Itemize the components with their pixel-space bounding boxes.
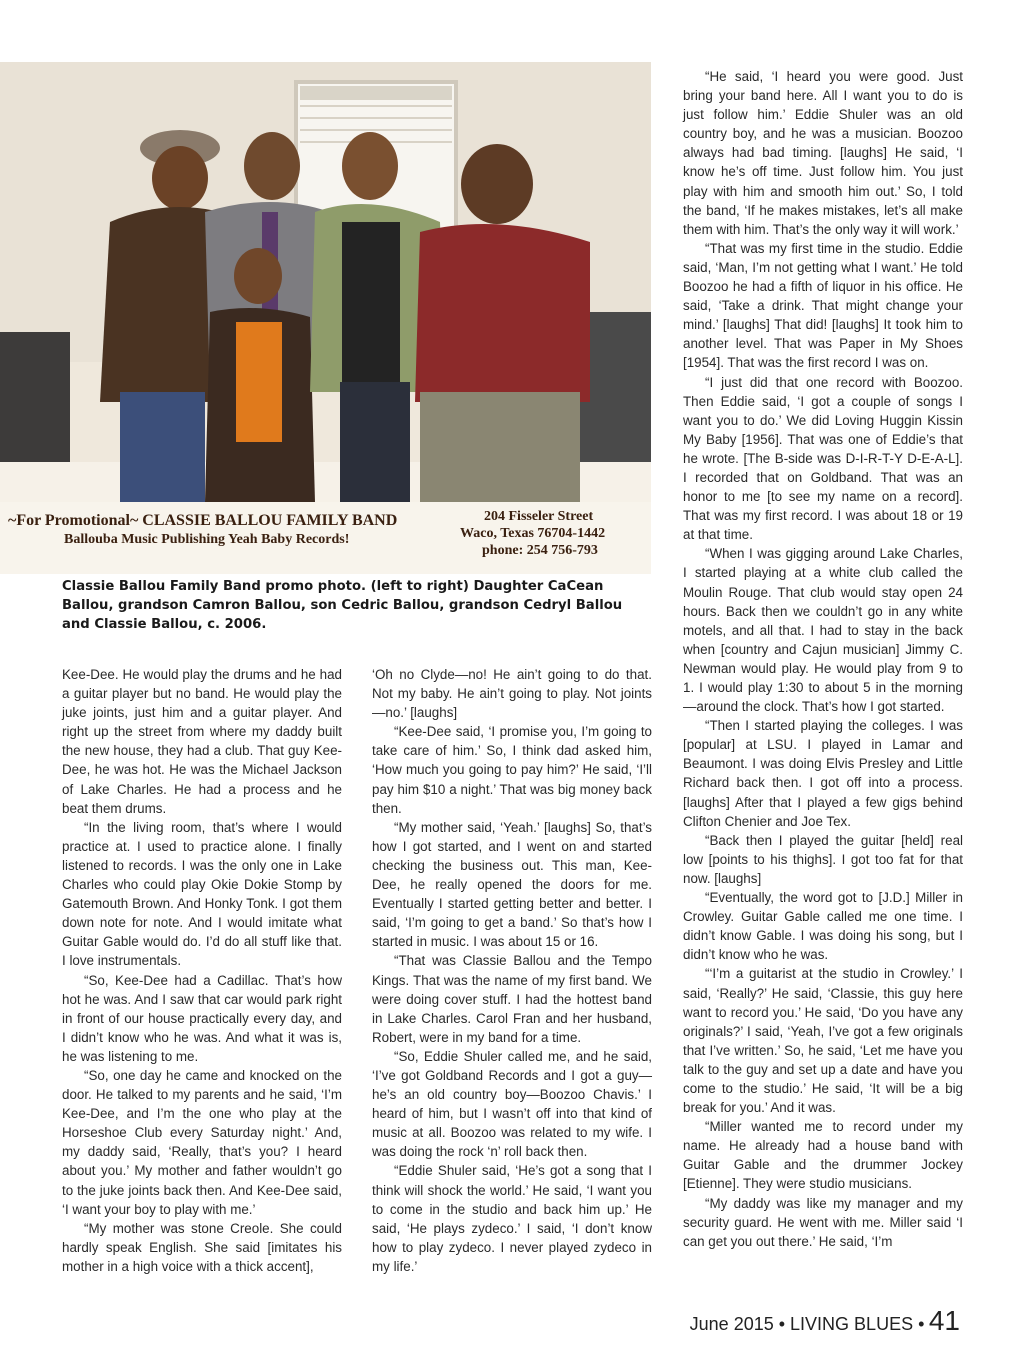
photo-caption: Classie Ballou Family Band promo photo. (left to right) Daughter CaCean Ballou, grandson Camron Ballou, son Cedric Ballou, grandson Cedryl Ballou and Classie Ballou, c. 2006. — [62, 579, 623, 632]
paragraph: “So, one day he came and knocked on the door. He talked to my parents and he said, ‘I’m Kee-Dee, and I’m the one who play at the Horseshoe Club every Saturday night.’ And, my daddy said, ‘Really, that’s you? I heard about you.’ My mother and father wouldn’t go to the juke joints back then. And Kee-Dee said, ‘I want your boy to play with me.’ — [62, 1067, 342, 1217]
promo-publishing: Ballouba Music Publishing Yeah Baby Records! — [64, 532, 350, 547]
address-phone: phone: 254 756-793 — [482, 543, 598, 558]
paragraph: “Eventually, the word got to [J.D.] Miller in Crowley. Guitar Gable called me one time. I didn’t know Gable. I was doing his song, but I didn’t know who he was. — [683, 890, 963, 963]
band-photo-illustration — [0, 62, 651, 574]
article-column-3 — [683, 67, 963, 1251]
paragraph: “Miller wanted me to record under my name. He already had a house band with Guitar Gable and the drummer Jockey [Etienne]. They were studio musicians. — [683, 1119, 963, 1192]
issue-label: June 2015 • LIVING BLUES • — [689, 1314, 925, 1334]
paragraph: “In the living room, that’s where I would practice at. I used to practice alone. I finally listened to records. I was the only one in Lake Charles who could play Okie Dokie Stomp by Gatemouth Brown. And Honky Tonk. I got them down note for note. And I would imitate what Guitar Gable would do. I’d do all stuff like that. I love instrumentals. — [62, 819, 342, 969]
paragraph: “He said, ‘I heard you were good. Just bring your band here. All I want you to do is just follow him.’ Eddie Shuler was an old country boy, and he was a musician. Boozoo always had bad timing. [laughs] He said, ‘I know he’s off time. Just follow him. You just play with him and smooth him out.’ So, I told the band, ‘If he makes mistakes, let’s all make them with him. That’s the only way it will work.’ — [683, 69, 963, 237]
promo-address — [460, 508, 650, 559]
address-city: Waco, Texas 76704-1442 — [460, 526, 606, 541]
paragraph: “My mother was stone Creole. She could hardly speak English. She said [imitates his mother in a high voice with a thick accent], — [62, 1220, 342, 1274]
paragraph: “I just did that one record with Boozoo. Then Eddie said, ‘I got a couple of songs I want you to do.’ We did Loving Huggin Kissin My Baby [1956]. That was one of Eddie’s that he wrote. [The B-side was D-I-R-T-Y D-E-A-L]. I recorded that on Goldband. That was an honor to me [to see my name on a record]. That was my first record. I was about 18 or 19 at that time. — [683, 374, 963, 543]
paragraph: “Kee-Dee said, ‘I promise you, I’m going to take care of him.’ So, I think dad asked him, ‘How much you going to pay him?’ He said, ‘I’ll pay him $10 a night.’ That was big money back then. — [372, 724, 652, 816]
paragraph: ‘Oh no Clyde—no! He ain’t going to do that. Not my baby. He ain’t going to play. Not joints—no.’ [laughs] — [372, 667, 652, 721]
paragraph: “Eddie Shuler said, ‘He’s got a song that I think will shock the world.’ He said, ‘I want you to come in the studio and back him up.’ He said, ‘He plays zydeco.’ I said, ‘I don’t know how to play zydeco. I never played zydeco in my life.’ — [372, 1163, 652, 1274]
article-column-1 — [62, 665, 342, 1276]
paragraph: “That was Classie Ballou and the Tempo Kings. That was the name of my first band. We were doing cover stuff. I had the hottest band in Lake Charles. Carol Fran and her husband, Robert, were in my band for a time. — [372, 953, 652, 1045]
page-footer — [690, 1305, 960, 1337]
paragraph: “Then I started playing the colleges. I was [popular] at LSU. I played in Lamar and Beaumont. I was doing Elvis Presley and Little Richard back then. I got off into a process. [laughs] After that I played a few gigs behind Clifton Chenier and Joe Tex. — [683, 718, 963, 829]
paragraph: “‘I’m a guitarist at the studio in Crowley.’ I said, ‘Really?’ He said, ‘Classie, this guy here want to record you.’ He said, ‘Do you have any originals?’ I said, ‘Yeah, I’ve got a few originals that I’ve written.’ So, he said, ‘Let me have you talk to the guy and set up a date and have you come to the studio.’ He said, ‘It will be a big break for you.’ And it was. — [683, 966, 963, 1116]
paragraph: Kee-Dee. He would play the drums and he had a guitar player but no band. He would play the juke joints, just him and a guitar player. And right up the street from where my daddy built the new house, they had a club. That guy Kee-Dee, he was hot. He was the Michael Jackson of Lake Charles. He had a process and he beat them drums. — [62, 667, 342, 816]
address-street: 204 Fisseler Street — [484, 509, 594, 524]
paragraph: “My daddy was like my manager and my security guard. He went with me. Miller said ‘I can get you out there.’ He said, ‘I’m — [683, 1195, 963, 1249]
promo-photo — [0, 62, 651, 574]
paragraph: “When I was gigging around Lake Charles, I started playing at a white club called the Moulin Rouge. That club would stay open 24 hours. Back then we couldn’t go in any white motels, and all that. I had to stay in the back when [country and Cajun musician] Jimmy C. Newman would play. He would play from 9 to 1. I would play 1:30 to about 5 in the morning—around the clock. That’s how I got started. — [683, 546, 963, 715]
page-number: 41 — [928, 1305, 960, 1336]
paragraph: “So, Eddie Shuler called me, and he said, ‘I’ve got Goldband Records and I got a guy—he’s an old country boy—Boozoo Chavis.’ I heard of him, but I wasn’t off into that kind of music at all. Boozoo was related to my wife. I was doing the rock ‘n’ roll back then. — [372, 1048, 652, 1160]
paragraph: “So, Kee-Dee had a Cadillac. That’s how hot he was. And I saw that car would park right in front of our house practically every day, and I didn’t know who he was. And what it was is, he was listening to me. — [62, 972, 342, 1064]
article-column-2 — [372, 665, 652, 1276]
paragraph: “My mother said, ‘Yeah.’ [laughs] So, that’s how I got started, and I went on and started checking the business out. This man, Kee-Dee, he really opened the doors for me. Eventually I started getting better and better. I said, ‘I’m going to get a band.’ So that’s how I started in music. I was about 15 or 16. — [372, 819, 652, 950]
paragraph: “That was my first time in the studio. Eddie said, ‘Man, I’m not getting what I want.’ He told Boozoo he had a fifth of liquor in his office. He said, ‘Take a drink. That might change your mind.’ [laughs] That did! [laughs] It took him to another level. That was Paper in My Shoes [1954]. That was the first record I was on. — [683, 240, 963, 371]
paragraph: “Back then I played the guitar [held] real low [points to his thighs]. I got too fat for that now. [laughs] — [683, 832, 963, 886]
promo-band-name: ~For Promotional~ CLASSIE BALLOU FAMILY BAND — [8, 512, 398, 529]
promo-text — [8, 512, 448, 548]
